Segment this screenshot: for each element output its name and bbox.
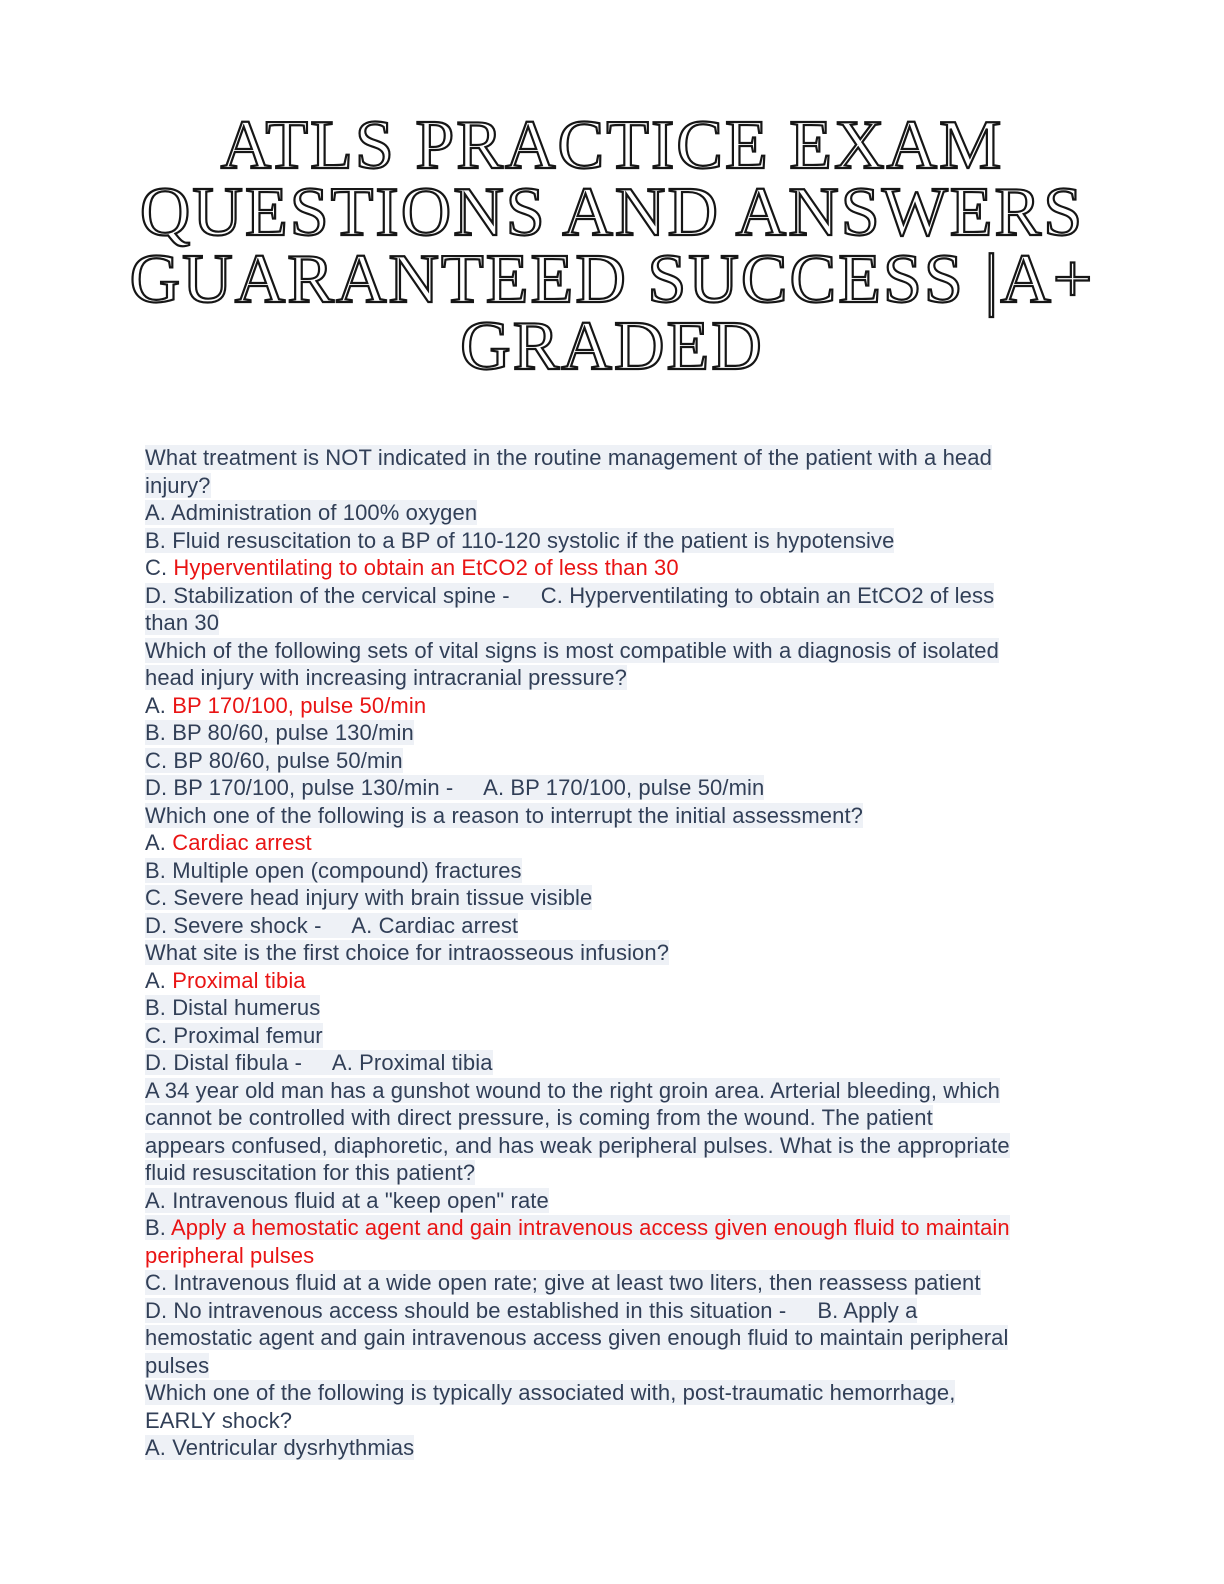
text-line [145, 1159, 1079, 1187]
text-line [145, 1297, 1079, 1325]
text-line [145, 1242, 1079, 1270]
text-run: EARLY shock? [145, 1407, 293, 1433]
text-run: D. Distal fibula - A. Proximal tibia [145, 1050, 493, 1075]
text-line [145, 1324, 1079, 1352]
text-line [145, 1077, 1079, 1105]
text-line [145, 554, 1079, 582]
title-line: ATLS PRACTICE EXAM [220, 107, 1004, 184]
text-run: appears confused, diaphoretic, and has weak peripheral pulses. What is the appropriate [145, 1132, 1010, 1158]
text-run: fluid resuscitation for this patient? [145, 1160, 476, 1185]
text-line [145, 499, 1079, 527]
title-line: QUESTIONS AND ANSWERS [139, 174, 1085, 251]
correct-answer-text: BP 170/100, pulse 50/min [172, 692, 427, 718]
correct-answer-text: Proximal tibia [172, 967, 306, 993]
text-run: A. [145, 967, 173, 993]
correct-answer-text: Cardiac arrest [172, 830, 312, 855]
text-line [145, 1132, 1079, 1160]
text-run: A. [145, 692, 173, 718]
text-run: hemostatic agent and gain intravenous access given enough fluid to maintain peripheral [145, 1325, 1009, 1350]
text-line [145, 1022, 1079, 1050]
text-run: than 30 [145, 610, 220, 635]
text-line [145, 994, 1079, 1022]
text-run: Which one of the following is typically associated with, post-traumatic hemorrhage, [145, 1380, 956, 1405]
text-run: D. No intravenous access should be established in this situation - B. Apply a [145, 1297, 918, 1323]
text-line [145, 1407, 1079, 1435]
title-line: GUARANTEED SUCCESS |A+ [129, 241, 1095, 318]
text-run: D. Severe shock - A. Cardiac arrest [145, 912, 519, 938]
correct-answer-text: Apply a hemostatic agent and gain intravenous access given enough fluid to maintain [171, 1215, 1010, 1240]
text-line [145, 1104, 1079, 1132]
question-list [0, 444, 1224, 1462]
text-run: B. Distal humerus [145, 995, 321, 1020]
text-run: Which of the following sets of vital signs is most compatible with a diagnosis of isolated [145, 637, 999, 663]
title-line: GRADED [460, 308, 764, 385]
text-run: C. Intravenous fluid at a wide open rate; give at least two liters, then reassess patient [145, 1270, 981, 1295]
text-run: C. Proximal femur [145, 1022, 323, 1048]
text-line [145, 967, 1079, 995]
text-run: A. Ventricular dysrhythmias [145, 1435, 415, 1460]
text-line [145, 444, 1079, 472]
text-line [145, 664, 1079, 692]
text-line [145, 472, 1079, 500]
text-run: A. Intravenous fluid at a "keep open" rate [145, 1187, 549, 1213]
text-line [145, 774, 1079, 802]
text-line [145, 1434, 1079, 1462]
text-run: What treatment is NOT indicated in the routine management of the patient with a head [145, 445, 992, 470]
text-line [145, 1187, 1079, 1215]
text-line [145, 857, 1079, 885]
text-line [145, 1269, 1079, 1297]
text-run: B. Fluid resuscitation to a BP of 110-120 systolic if the patient is hypotensive [145, 527, 895, 553]
text-run: cannot be controlled with direct pressure, is coming from the wound. The patient [145, 1105, 933, 1130]
text-run: injury? [145, 472, 211, 498]
text-run: C. Severe head injury with brain tissue visible [145, 885, 593, 910]
text-line [145, 802, 1079, 830]
correct-answer-text: peripheral pulses [145, 1242, 315, 1268]
text-run: C. BP 80/60, pulse 50/min [145, 747, 403, 773]
text-line [145, 747, 1079, 775]
text-run: A. Administration of 100% oxygen [145, 500, 478, 525]
text-run: What site is the first choice for intraosseous infusion? [145, 940, 670, 965]
text-run: C. [145, 555, 174, 580]
text-run: B. [145, 1215, 171, 1240]
text-line [145, 1352, 1079, 1380]
text-line [145, 527, 1079, 555]
text-run: B. Multiple open (compound) fractures [145, 857, 522, 883]
text-line [145, 692, 1079, 720]
text-line [145, 609, 1079, 637]
text-run: pulses [145, 1352, 210, 1378]
text-line [145, 829, 1079, 857]
text-line [145, 719, 1079, 747]
text-run: Which one of the following is a reason to interrupt the initial assessment? [145, 802, 863, 828]
text-run: B. BP 80/60, pulse 130/min [145, 720, 414, 745]
text-run: D. Stabilization of the cervical spine - C. Hyperventilating to obtain an EtCO2 of less [145, 582, 995, 608]
text-run: A 34 year old man has a gunshot wound to the right groin area. Arterial bleeding, which [145, 1077, 1001, 1103]
text-line [145, 1049, 1079, 1077]
text-line [145, 582, 1079, 610]
correct-answer-text: Hyperventilating to obtain an EtCO2 of less than 30 [173, 555, 679, 580]
text-run: D. BP 170/100, pulse 130/min - A. BP 170/100, pulse 50/min [145, 775, 765, 800]
text-line [145, 939, 1079, 967]
text-line [145, 1379, 1079, 1407]
document-title [0, 0, 1224, 385]
text-line [145, 637, 1079, 665]
text-run: head injury with increasing intracranial pressure? [145, 665, 627, 690]
text-line [145, 884, 1079, 912]
text-run: A. [145, 830, 173, 855]
text-line [145, 912, 1079, 940]
text-line [145, 1214, 1079, 1242]
